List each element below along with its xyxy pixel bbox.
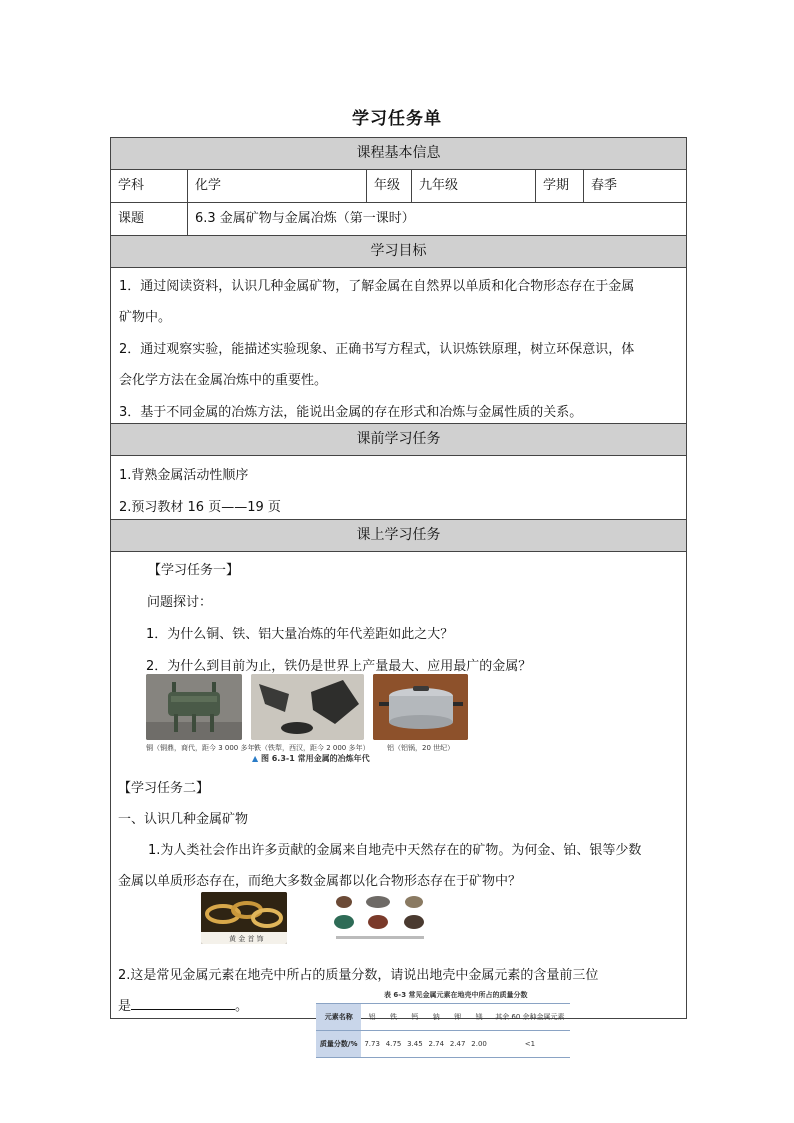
- iron-plough-photo: [251, 674, 364, 740]
- mass-table-cell: 铁: [383, 1004, 404, 1031]
- section-objectives-header: 学习目标: [111, 236, 686, 268]
- mass-table-cell: 钠: [426, 1004, 447, 1031]
- task2-para1-line1: 1.为人类社会作出许多贡献的金属来自地壳中天然存在的矿物。为何金、铂、银等少数: [148, 843, 642, 858]
- mass-table-cell: 2.00: [468, 1031, 489, 1058]
- answer-suffix: 。: [235, 999, 249, 1014]
- objectives-block: [111, 268, 686, 424]
- info-row-topic: [111, 203, 686, 236]
- subject-label: 学科: [111, 170, 188, 202]
- task1-question-2: 2．为什么到目前为止，铁仍是世界上产量最大、应用最广的金属？: [146, 659, 532, 674]
- objective-3: 3．基于不同金属的冶炼方法，能说出金属的存在形式和冶炼与金属性质的关系。: [119, 405, 583, 420]
- pre-task-1: 1.背熟金属活动性顺序: [119, 468, 249, 483]
- figure-caption-text: 图 6.3-1 常用金属的冶炼年代: [260, 754, 370, 763]
- task1-prompt: 问题探讨：: [147, 595, 213, 610]
- task2-para1-line2: 金属以单质形态存在，而绝大多数金属都以化合物形态存在于矿物中？: [118, 874, 522, 889]
- mass-table-cell: 2.47: [447, 1031, 468, 1058]
- objective-2-line2: 会化学方法在金属冶炼中的重要性。: [119, 373, 328, 388]
- task1-question-1: 1．为什么铜、铁、铝大量冶炼的年代差距如此之大？: [146, 627, 454, 642]
- term-label: 学期: [536, 170, 584, 202]
- section-class-tasks-header: 课上学习任务: [111, 520, 686, 552]
- mass-table-cell: <1: [490, 1031, 570, 1058]
- mass-table-cell: 4.75: [383, 1031, 404, 1058]
- objective-2-line1: 2．通过观察实验，能描述实验现象、正确书写方程式，认识炼铁原理，树立环保意识，体: [119, 342, 635, 357]
- topic-label: 课题: [111, 203, 188, 235]
- figure-arrow-icon: ▲: [252, 754, 259, 763]
- mass-table-cell: 其余 60 余种金属元素: [490, 1004, 570, 1031]
- figure-caption: [252, 753, 370, 764]
- mass-table-cell: 钾: [447, 1004, 468, 1031]
- mass-table-cell: 镁: [468, 1004, 489, 1031]
- mass-table-cell: 7.73: [361, 1031, 382, 1058]
- task2-para2-line2: [118, 995, 248, 1014]
- minerals-photo: [328, 890, 432, 944]
- mass-table-cell: 2.74: [426, 1031, 447, 1058]
- aluminum-pot-photo: [373, 674, 468, 740]
- mass-table-caption: 表 6-3 常见金属元素在地壳中所占的质量分数: [384, 991, 528, 999]
- answer-blank[interactable]: [131, 997, 235, 1010]
- gold-caption: 黄 金 首 饰: [229, 935, 264, 943]
- mass-fraction-table: [316, 1003, 570, 1058]
- info-row-subject: [111, 170, 686, 203]
- aluminum-caption: 铝（铝锅，20 世纪）: [387, 744, 455, 752]
- section-pre-tasks-header: 课前学习任务: [111, 424, 686, 456]
- task2-heading: 【学习任务二】: [118, 781, 210, 796]
- pre-tasks-block: [111, 456, 686, 520]
- mass-table-row-elements: [316, 1004, 570, 1031]
- task2-para2-line1: 2.这是常见金属元素在地壳中所占的质量分数，请说出地壳中金属元素的含量前三位: [118, 968, 599, 983]
- objective-1-line1: 1．通过阅读资料，认识几种金属矿物，了解金属在自然界以单质和化合物形态存在于金属: [119, 279, 635, 294]
- mass-table-cell: 铝: [361, 1004, 382, 1031]
- task1-heading: 【学习任务一】: [148, 563, 240, 578]
- term-value: 春季: [591, 178, 618, 193]
- iron-caption: 铁（铁犁，西汉，距今 2 000 多年）: [254, 744, 370, 752]
- mass-table-cell: 元素名称: [316, 1004, 361, 1031]
- page-title: 学习任务单: [352, 109, 442, 129]
- mass-table-cell: 钙: [404, 1004, 425, 1031]
- grade-value: 九年级: [412, 170, 536, 202]
- objective-1-line2: 矿物中。: [119, 310, 172, 325]
- mass-table-row-values: [316, 1031, 570, 1058]
- grade-label: 年级: [367, 170, 412, 202]
- mass-table-cell: 质量分数/%: [316, 1031, 361, 1058]
- copper-caption: 铜（铜鼎，商代，距今 3 000 多年）: [146, 744, 262, 752]
- task2-subheading: 一、认识几种金属矿物: [118, 812, 249, 827]
- mass-table-cell: 3.45: [404, 1031, 425, 1058]
- topic-value: 6.3 金属矿物与金属冶炼（第一课时）: [195, 211, 415, 226]
- bronze-ding-photo: [146, 674, 242, 740]
- answer-prefix: 是: [118, 999, 132, 1014]
- section-basic-info-header: 课程基本信息: [111, 138, 686, 170]
- pre-task-2: 2.预习教材 16 页——19 页: [119, 500, 281, 515]
- subject-value: 化学: [188, 170, 367, 202]
